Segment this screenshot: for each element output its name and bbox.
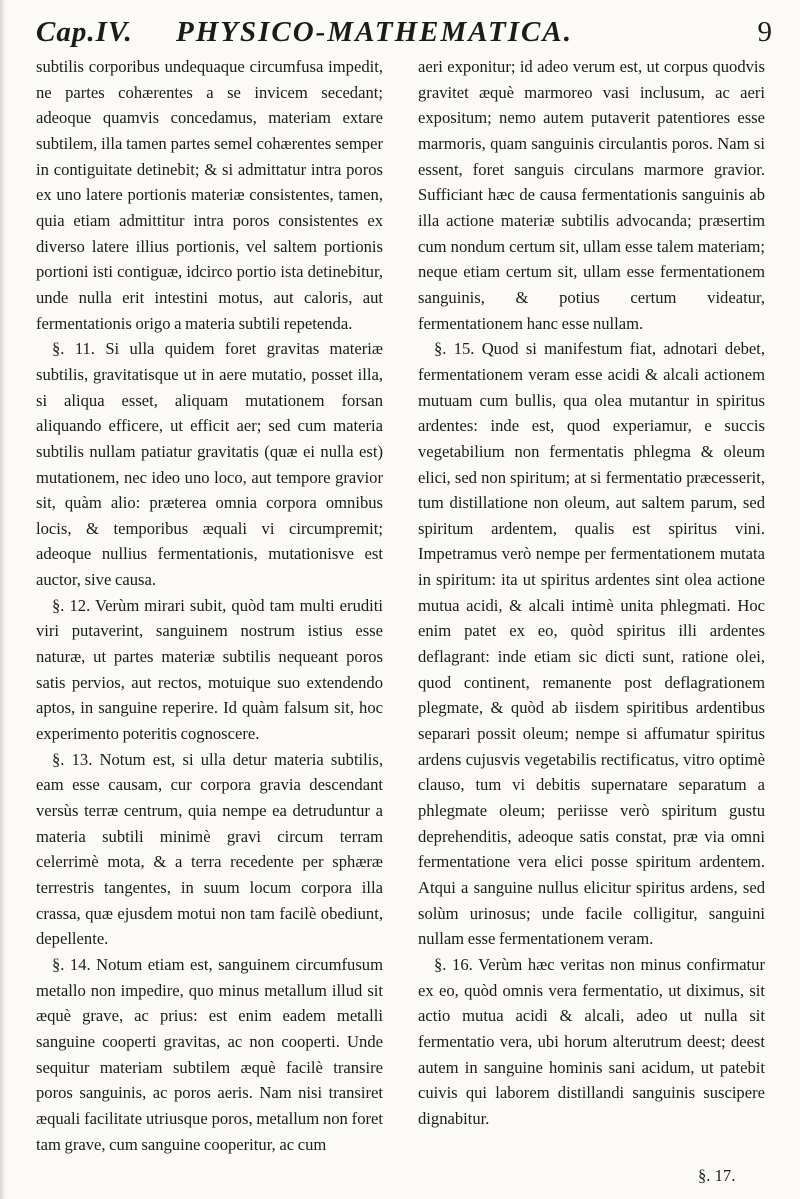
page-number: 9 <box>757 16 772 48</box>
paragraph-section-16: §. 16. Verùm hæc veritas non minus confirmatur ex eo, quòd omnis vera fermentatio, ut diximus, sit actio mutua acidi & alcali, adeo ut nulla sit fermentatio vera, ubi horum alterutrum deest; deest autem in sanguine hominis sani acidum, ut patebit cuivis qui laborem distillandi sanguinis suscipere dignabitur. <box>418 954 765 1128</box>
running-title: PHYSICO-MATHEMATICA. <box>176 16 573 48</box>
paragraph-section-15: §. 15. Quod si manifestum fiat, adnotari debet, fermentationem veram esse acidi & alcali actionem mutuam cum bullis, qua olea mutantur in spiritus ardentes: inde est, quod experiamur, e succis vegetabilium non fermentatis phlegma & oleum elici, sed non spiritum; at si fermentatio præcesserit, tum distillatione non oleum, aut saltem parum, sed spiritum ardentem, qualis est spiritus vini. Impetramus verò nempe per fermentationem mutata in spiritum: ita ut spiritus ardentes sint olea actione mutua acidi, & alcali intimè unita phlegmati. Hoc enim patet ex eo, quòd spiritus illi ardentes deflagrant: inde etiam sic dicti sunt, ratione olei, quod continent, remanente post deflagrationem plegmate, & quòd ab iisdem spiritibus ardentibus separari possit oleum; nempe si affumatur spiritus ardens cujusvis vegetabilis rectificatus, vitro optimè clauso, tum vi debitis supernatare separatum a phlegmate oleum; periisse verò spiritum gustu deprehenditis, adeoque satis constat, præ via omni fermentatione vera elici posse spiritum ardentem. Atqui a sanguine nullus elicitur spiritus ardens, sed solùm urinosus; unde facile colligitur, sanguini nullam esse fermentationem veram. <box>418 339 765 949</box>
paragraph-section-12: §. 12. Verùm mirari subit, quòd tam multi eruditi viri putaverint, sanguinem nostrum istius esse naturæ, ut partes materiæ subtilis nequeant poros satis pervios, aut rectos, motuique suo extendendo aptos, in sanguine reperire. Id quàm falsum sit, hoc experimento poteritis cognoscere. <box>36 595 383 744</box>
chapter-label: Cap.IV. <box>36 16 133 48</box>
paragraph-section-13: §. 13. Notum est, si ulla detur materia subtilis, eam esse causam, cur corpora gravia descendant versùs terræ centrum, quia nempe ea detruduntur a materia subtili minimè gravi circum terram celerrimè mota, & a terra recedente per sphæræ terrestris tangentes, in suum locum corpora illa crassa, quæ ejusdem motui non tam facilè obediunt, depellente. <box>36 749 383 949</box>
paragraph-section-11: §. 11. Si ulla quidem foret gravitas materiæ subtilis, gravitatisque ut in aere mutatio, posset illa, si aliqua esset, aliquam mutationem forsan aliquando efficere, ut efficit aer; sed cum materia subtilis nullam patiatur gravitatis (quæ ei nulla est) mutationem, nec ideo uno loco, aut tempore gravior sit, quàm alio: præterea omnia corpora omnibus locis, & temporibus æquali vi circumpremit; adeoque nullius fermentationis, mutationisve est auctor, sive causa. <box>36 339 383 590</box>
paragraph: aeri exponitur; id adeo verum est, ut corpus quodvis gravitet æquè marmoreo vasi inclusum, ac aeri expositum; nemo autem putaverit patentiores esse marmoris, quam sanguinis circulantis poros. Nam si essent, foret sanguis circulans marmore gravior. Sufficiant hæc de causa fermentationis sanguinis ab illa actione materiæ subtilis advocanda; præsertim cum nondum certum sit, ullam esse talem materiam; neque etiam certum sit, ullam esse fermentationem sanguinis, & potius certum videatur, fermentationem hanc esse nullam. <box>418 57 765 333</box>
paragraph-section-14: §. 14. Notum etiam est, sanguinem circumfusum metallo non impedire, quo minus metallum illud sit æquè grave, ac prius: est enim eadem metalli sanguine cooperti gravitas, ac non cooperti. Unde sequitur materiam subtilem æquè facilè transire poros sanguinis, ac poros aeris. Nam nisi transiret æquali facilitate utriusque poros, metallum non foret tam grave, cum sanguine cooperitur, ac cum <box>36 954 383 1154</box>
paragraph: subtilis corporibus undequaque circumfusa impedit, ne partes cohærentes a se invicem secedant; adeoque quamvis concedamus, materiam extare subtilem, illa tamen partes semel cohærentes semper in contiguitate detinebit; & si admittatur intra poros ex uno latere portionis materiæ consistentes, tamen, quia etiam admittitur intra poros consistentes ex diverso latere illius portionis, vel saltem portionis portioni isti contiguæ, idcirco portio ista detinebitur, unde nulla erit intestini motus, aut caloris, aut fermentationis origo a materia subtili repetenda. <box>36 57 383 333</box>
catchword: §. 17. <box>698 1166 736 1185</box>
left-column <box>36 54 383 1157</box>
right-column <box>418 54 765 1132</box>
page-gutter-shadow <box>0 0 6 1199</box>
running-header <box>36 16 776 56</box>
